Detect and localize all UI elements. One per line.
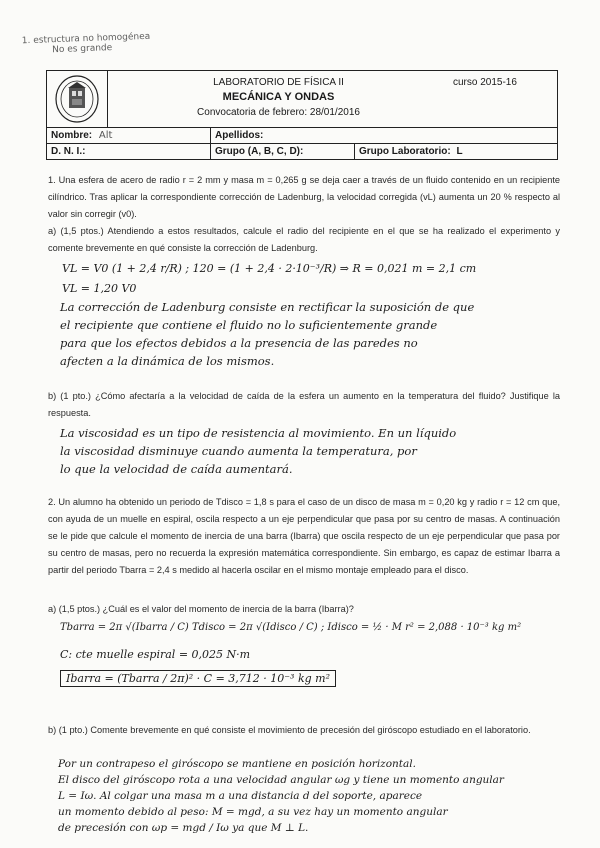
q2-part-b: b) (1 pto.) Comente brevemente en qué consiste el movimiento de precesión del giróscopo estudiado en el laboratorio. [48,725,531,735]
grupo-label: Grupo (A, B, C, D): [215,146,304,157]
course-year: curso 2015-16 [453,77,517,88]
q1-statement: 1. Una esfera de acero de radio r = 2 mm y masa m = 0,265 g se deja caer a través de un fluido contenido en un recipiente cilíndrico. Tras aplicar la correspondiente corrección de Ladenburg, la velocidad corregida (vL) aumenta un 20 % respecto al valor sin corregir (v0). [48,175,560,219]
q1-formula-ladenburg: VL = V0 (1 + 2,4 r/R) ; 120 = (1 + 2,4 · 2·10⁻³/R) ⇒ R = 0,021 m = 2,1 cm [62,262,477,275]
nombre-field [47,128,211,143]
q2-formula-periods: Tbarra = 2π √(Ibarra / C) Tdisco = 2π √(Idisco / C) ; Idisco = ½ · M r² = 2,088 · 10⁻³ kg m² [60,622,522,633]
margin-note-line: 1. estructura no homogénea [21,31,151,47]
seal-icon [54,74,100,124]
q1a-answer-line: para que los efectos debidos a la presencia de las paredes no [60,336,418,350]
q1a-answer-line: afecten a la dinámica de los mismos. [60,354,275,368]
subject-title: MECÁNICA Y ONDAS [222,91,335,103]
apellidos-field [211,128,557,143]
dni-field [47,144,211,159]
q2-statement: 2. Un alumno ha obtenido un periodo de Tdisco = 1,8 s para el caso de un disco de masa m = 0,20 kg y radio r = 12 cm que, con ayuda de un muelle en espiral, oscila respecto a un eje perpendicular que pasa por su centro de masas. A continuación se le pide que calcule el momento de inercia de una barra (Ibarra) que oscila respecto de un eje perpendicular que pasa por su centro de masas, pero no recuerda la expresión matemática correspondiente. Sin embargo, es capaz de estimar Ibarra a partir del periodo Tbarra = 2,4 s medido al hacerla oscilar en el mismo montaje empleado para el disco. [48,497,560,575]
q1a-answer-line: el recipiente que contiene el fluido no lo suficientemente grande [60,318,438,332]
q2b-answer-line: L = Iω. Al colgar una masa m a una distancia d del soporte, aparece [58,790,423,802]
q2b-answer-line: un momento debido al peso: M = mgd, a su vez hay un momento angular [58,806,448,818]
grupo-lab-label: Grupo Laboratorio: [359,146,451,157]
q2-formula-result: Ibarra = (Tbarra / 2π)² · C = 3,712 · 10⁻³ kg m² [60,670,336,687]
q1-formula-ratio: VL = 1,20 V0 [62,282,137,295]
exam-header [46,70,558,160]
apellidos-label: Apellidos: [215,130,264,141]
session-date: Convocatoria de febrero: 28/01/2016 [197,107,360,118]
university-seal [47,71,108,127]
q2-part-a: a) (1,5 ptos.) ¿Cuál es el valor del momento de inercia de la barra (Ibarra)? [48,604,354,614]
grupo-field [211,144,355,159]
exam-title-block [108,71,449,127]
q2b-answer-line: Por un contrapeso el giróscopo se mantiene en posición horizontal. [58,758,416,770]
lab-title: LABORATORIO DE FÍSICA II [213,77,344,88]
q1a-answer-line: La corrección de Ladenburg consiste en rectificar la suposición de que [60,300,475,314]
dni-label: D. N. I.: [51,146,86,157]
q1b-answer-line: lo que la velocidad de caída aumentará. [60,462,293,476]
q1-part-b: b) (1 pto.) ¿Cómo afectaría a la velocidad de caída de la esfera un aumento en la temperatura del fluido? Justifique la respuesta. [48,391,560,418]
margin-note-line: No es grande [52,43,113,56]
nombre-value: Alt [98,130,113,141]
q2-formula-spring-constant: C: cte muelle espiral = 0,025 N·m [60,648,251,661]
grupo-lab-field [355,144,557,159]
q1b-answer-line: la viscosidad disminuye cuando aumenta la temperatura, por [60,444,417,458]
grupo-lab-value: L [456,146,463,157]
margin-note [22,32,151,56]
q1-part-a: a) (1,5 ptos.) Atendiendo a estos resultados, calcule el radio del recipiente en el que se ha realizado el experimento y comente brevemente en qué consiste la corrección de Ladenburg. [48,226,560,253]
q2b-answer-line: El disco del giróscopo rota a una velocidad angular ωg y tiene un momento angular [58,774,504,786]
nombre-label: Nombre: [51,130,93,141]
q2b-answer-line: de precesión con ωp = mgd / Iω ya que M ⊥ L. [58,822,309,834]
q1b-answer-line: La viscosidad es un tipo de resistencia al movimiento. En un líquido [60,426,457,440]
